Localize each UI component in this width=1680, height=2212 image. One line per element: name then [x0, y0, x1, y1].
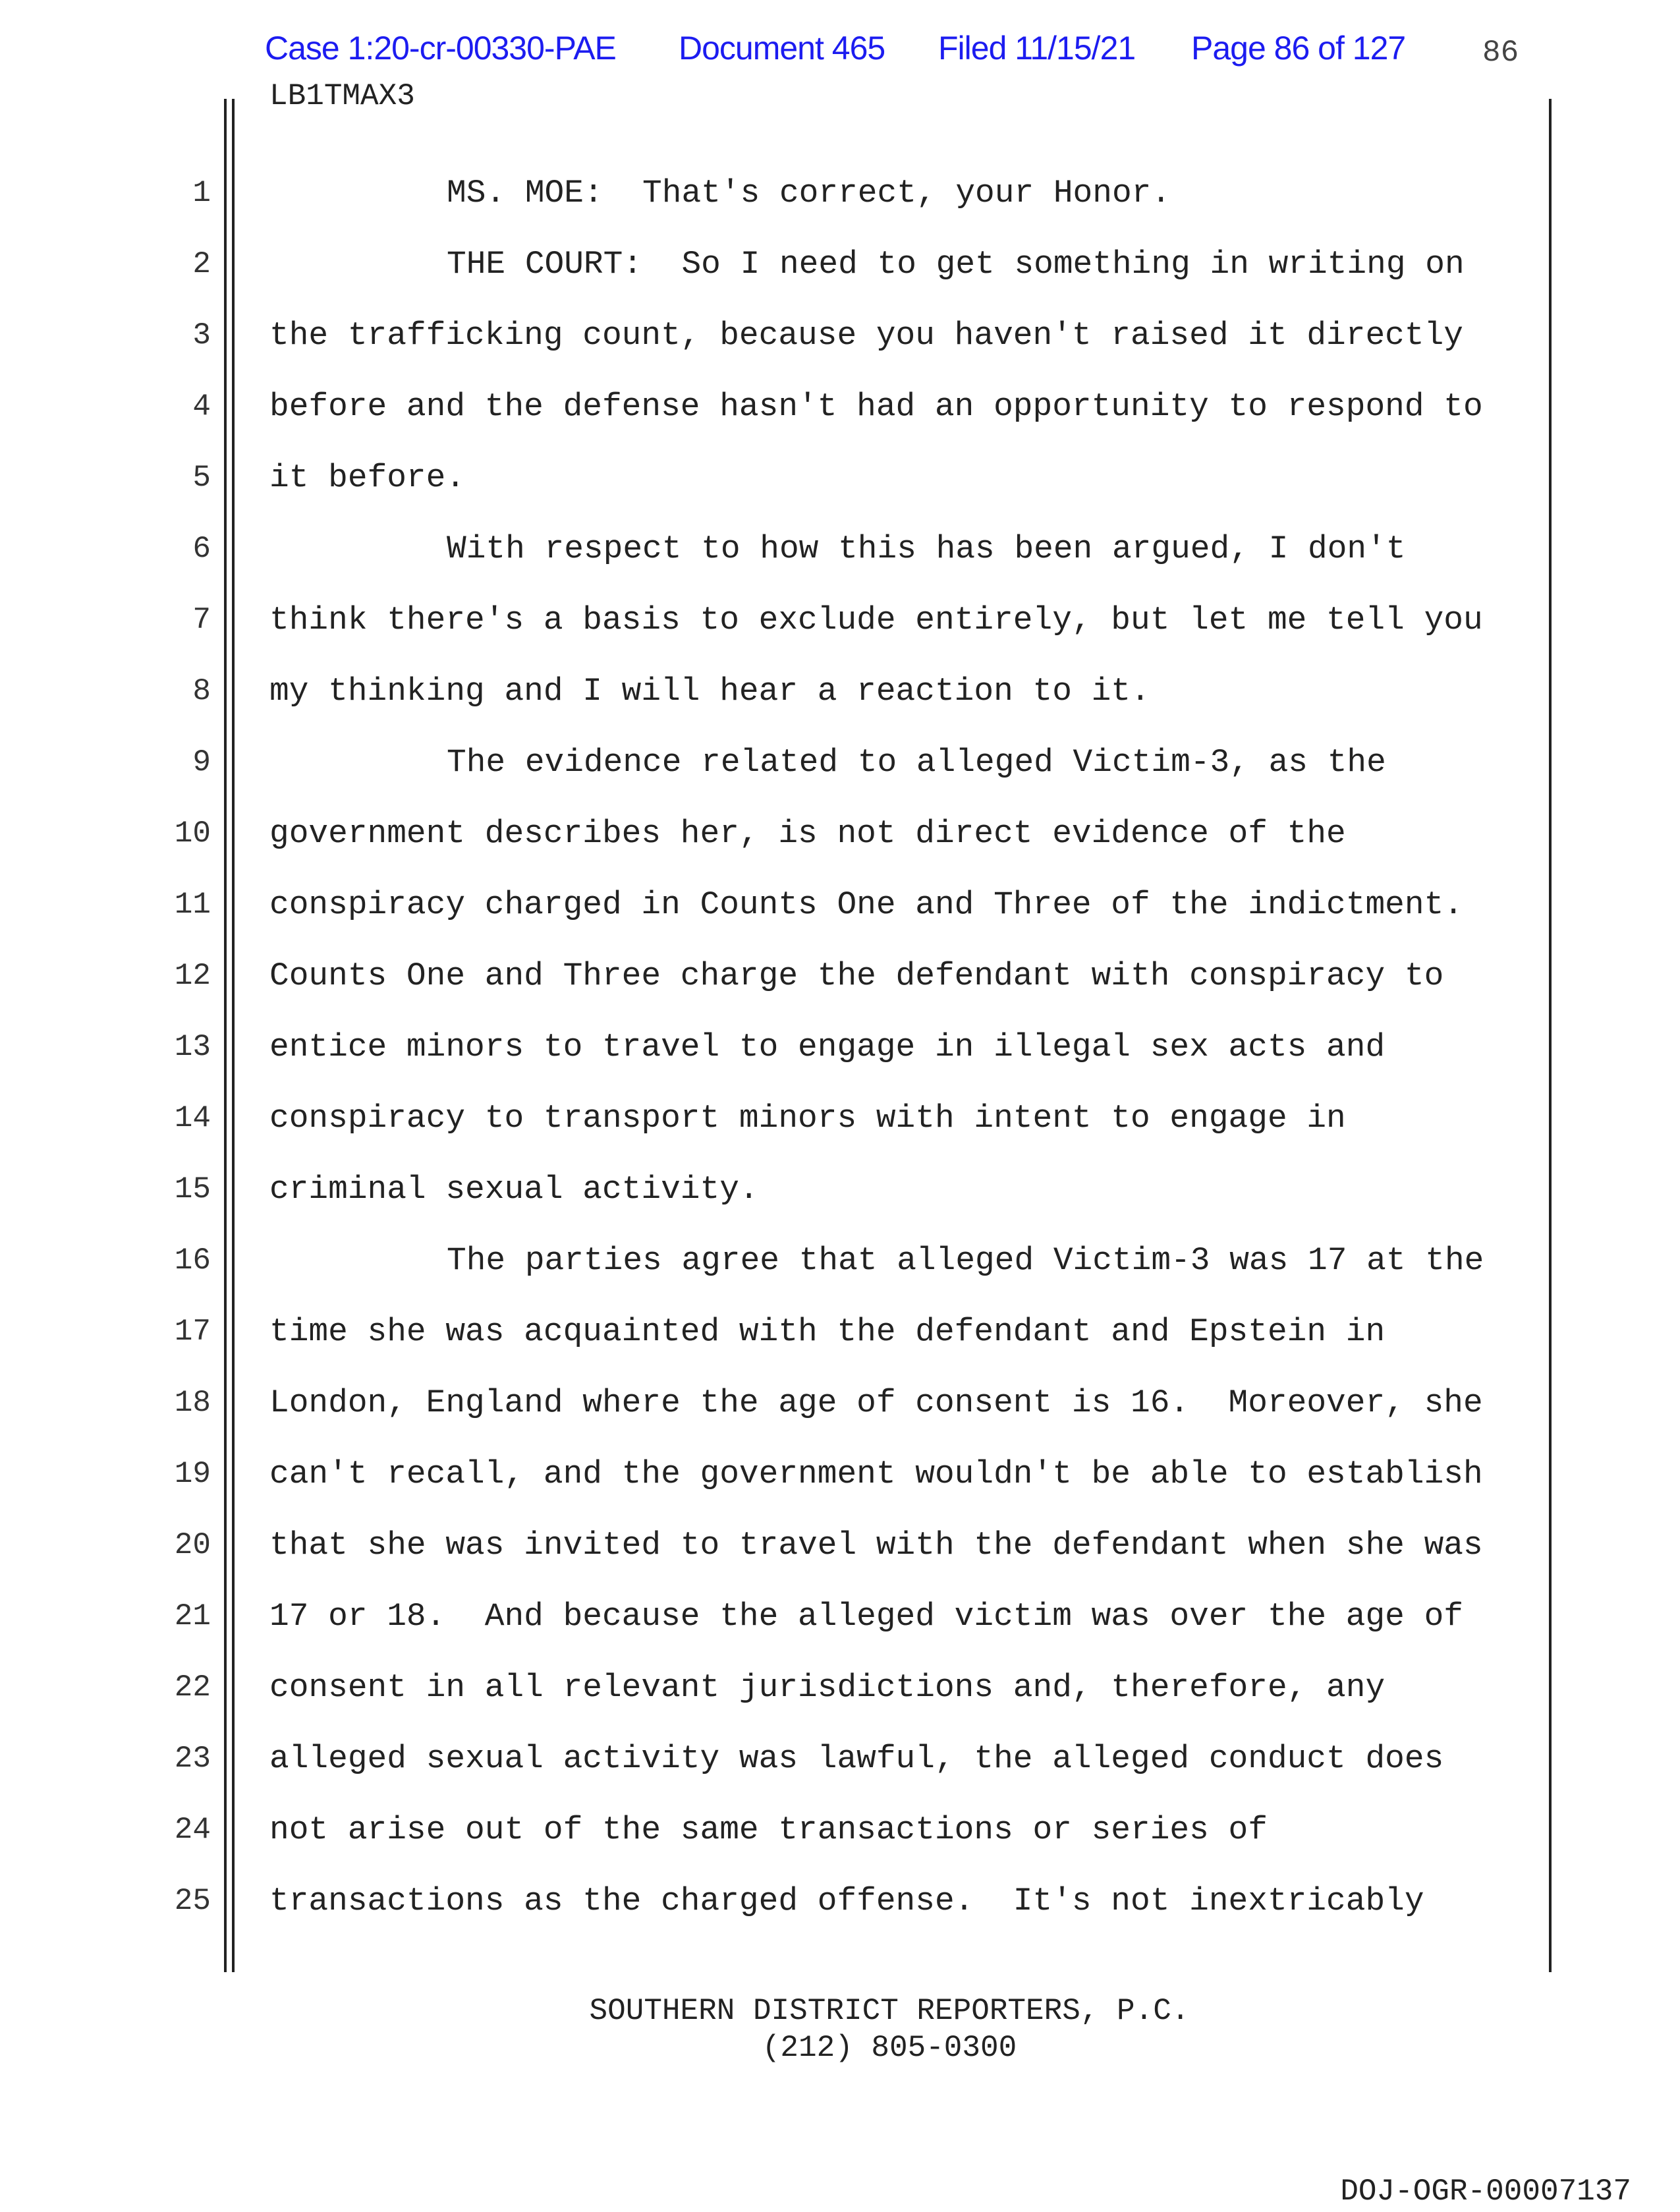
transcript-line: 17 or 18. And because the alleged victim was over the age of: [269, 1598, 1463, 1635]
case-number: Case 1:20-cr-00330-PAE: [265, 30, 616, 67]
line-number: 24: [174, 1813, 211, 1847]
right-margin-rule: [1549, 99, 1552, 1972]
transcript-line: MS. MOE: That's correct, your Honor.: [447, 175, 1171, 212]
line-number: 23: [174, 1742, 211, 1776]
line-number: 4: [192, 389, 211, 424]
transcript-line: London, England where the age of consent is 16. Moreover, she: [269, 1384, 1483, 1421]
transcript-page-number: 86: [1482, 36, 1519, 70]
left-margin-rule-outer: [224, 99, 227, 1972]
transcript-line: not arise out of the same transactions or series of: [269, 1811, 1268, 1848]
reporter-phone: (212) 805-0300: [762, 2031, 1017, 2065]
transcript-line: can't recall, and the government wouldn't be able to establish: [269, 1456, 1483, 1492]
line-number: 7: [192, 603, 211, 637]
transcript-line: time she was acquainted with the defendant and Epstein in: [269, 1313, 1386, 1350]
transcript-line: my thinking and I will hear a reaction to it.: [269, 673, 1150, 710]
transcript-line: it before.: [269, 459, 466, 496]
transcript-line: Counts One and Three charge the defendant with conspiracy to: [269, 957, 1444, 994]
bates-number: DOJ-OGR-00007137: [1340, 2174, 1631, 2209]
line-number: 9: [192, 745, 211, 780]
line-number: 15: [174, 1172, 211, 1206]
transcript-line: The evidence related to alleged Victim-3, as the: [447, 744, 1386, 781]
transcript-line: entice minors to travel to engage in illegal sex acts and: [269, 1029, 1386, 1065]
transcript-line: The parties agree that alleged Victim-3 was 17 at the: [447, 1242, 1484, 1279]
transcript-line: With respect to how this has been argued, I don't: [447, 530, 1406, 567]
line-number: 12: [174, 959, 211, 993]
line-number: 14: [174, 1101, 211, 1135]
transcript-body: [269, 157, 1484, 1937]
transcript-line: conspiracy charged in Counts One and Three of the indictment.: [269, 886, 1463, 923]
document-number: Document 465: [679, 30, 885, 67]
transcript-line: government describes her, is not direct evidence of the: [269, 815, 1346, 852]
reporter-name: SOUTHERN DISTRICT REPORTERS, P.C.: [589, 1994, 1190, 2028]
line-number: 22: [174, 1670, 211, 1705]
line-number: 18: [174, 1386, 211, 1420]
transcript-line: alleged sexual activity was lawful, the alleged conduct does: [269, 1740, 1444, 1777]
line-number: 3: [192, 318, 211, 353]
transcript-code: LB1TMAX3: [269, 79, 415, 113]
line-numbers: [152, 157, 211, 1937]
transcript-line: think there's a basis to exclude entirely, but let me tell you: [269, 602, 1483, 638]
filed-date: Filed 11/15/21: [938, 30, 1136, 67]
line-number: 8: [192, 674, 211, 708]
line-number: 5: [192, 461, 211, 495]
transcript-line: the trafficking count, because you haven't raised it directly: [269, 317, 1463, 354]
transcript-line: conspiracy to transport minors with intent to engage in: [269, 1100, 1346, 1137]
transcript-line: criminal sexual activity.: [269, 1171, 759, 1208]
line-number: 6: [192, 532, 211, 566]
line-number: 25: [174, 1884, 211, 1918]
page-of-total: Page 86 of 127: [1191, 30, 1406, 67]
line-number: 17: [174, 1315, 211, 1349]
line-number: 21: [174, 1599, 211, 1633]
transcript-line: consent in all relevant jurisdictions and, therefore, any: [269, 1669, 1386, 1706]
line-number: 10: [174, 816, 211, 851]
line-number: 20: [174, 1528, 211, 1562]
line-number: 13: [174, 1030, 211, 1064]
line-number: 1: [192, 176, 211, 210]
line-number: 19: [174, 1457, 211, 1491]
transcript-line: before and the defense hasn't had an opportunity to respond to: [269, 388, 1483, 425]
transcript-line: transactions as the charged offense. It's not inextricably: [269, 1883, 1424, 1919]
line-number: 16: [174, 1243, 211, 1278]
left-margin-rule-inner: [232, 99, 235, 1972]
footer: [0, 1993, 1680, 2066]
line-number: 11: [174, 888, 211, 922]
transcript-line: THE COURT: So I need to get something in writing on: [447, 246, 1465, 283]
transcript-line: that she was invited to travel with the defendant when she was: [269, 1527, 1483, 1564]
line-number: 2: [192, 247, 211, 281]
